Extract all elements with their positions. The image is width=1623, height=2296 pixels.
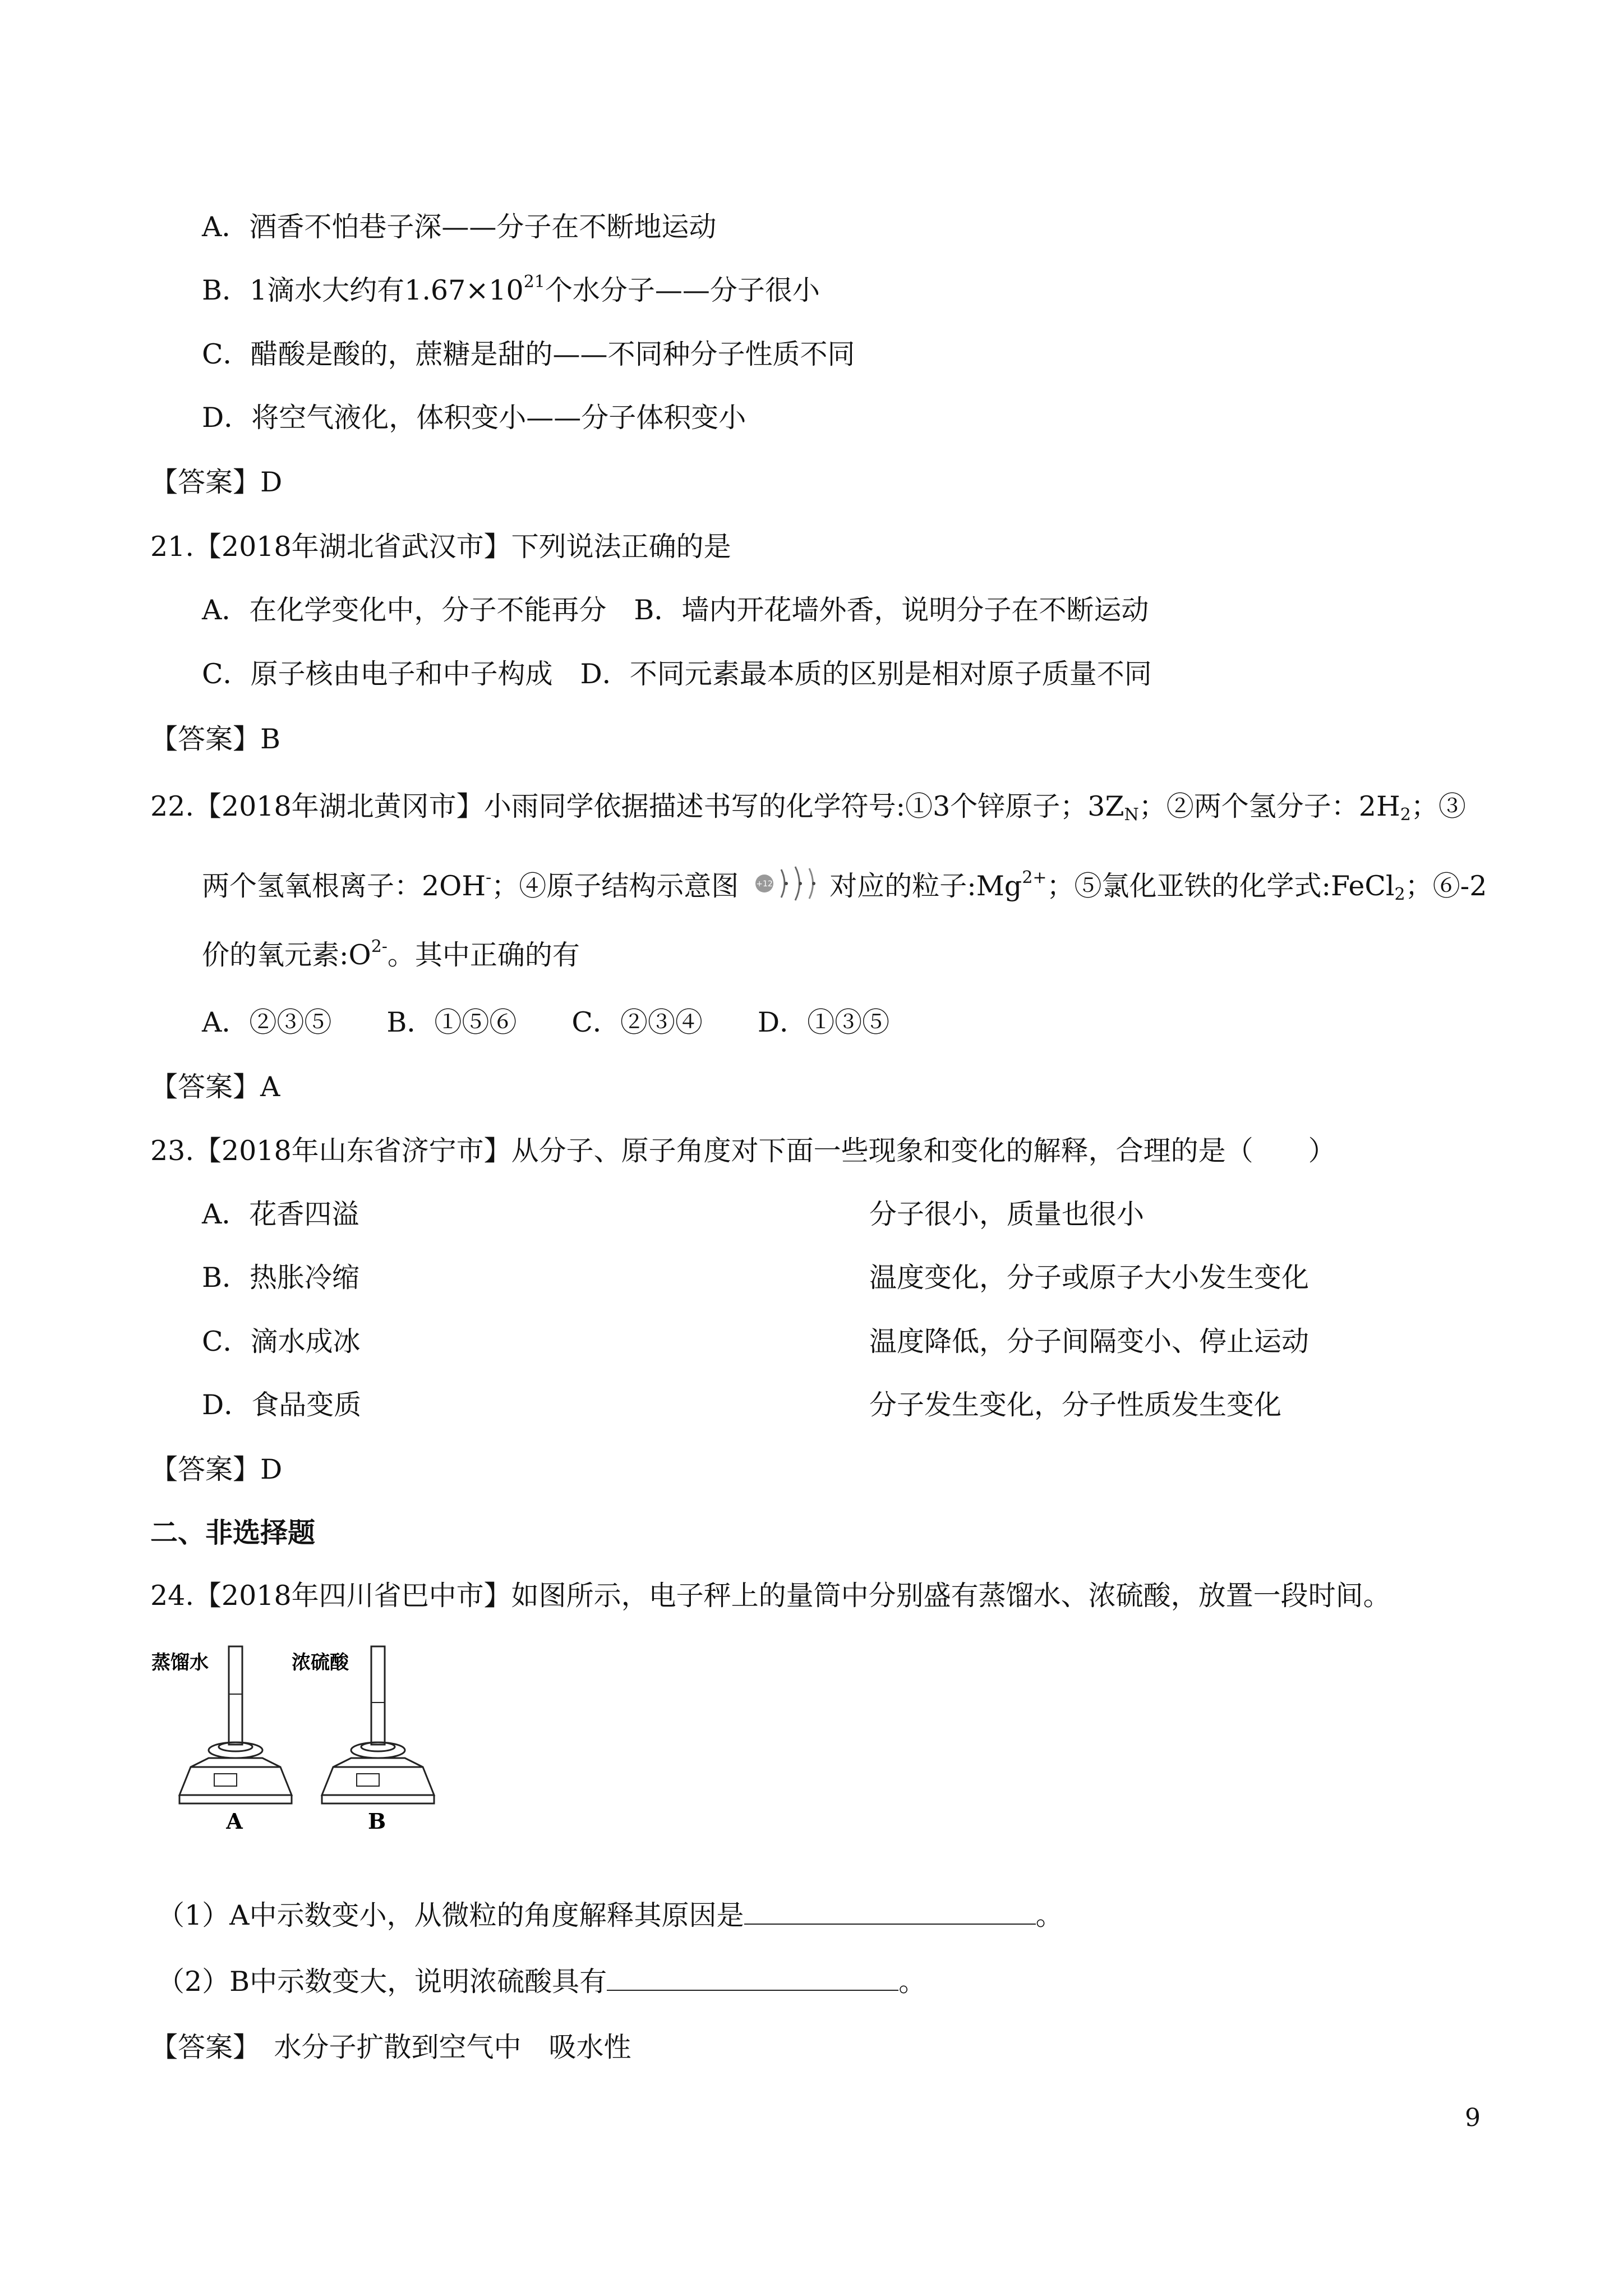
label-b-top: 浓硫酸 (292, 1651, 349, 1674)
label-a: A (226, 1809, 243, 1834)
q20-answer: 【答案】D (150, 466, 283, 498)
scale-b (292, 1646, 434, 1834)
q22-line1: 22.【2018年湖北黄冈市】小雨同学依据描述书写的化学符号:①3个锌原子；$3Z_N$；②两个氢分子：$2H_2$；③ (150, 790, 1466, 825)
scale-a (151, 1646, 292, 1834)
svg-text:+12: +12 (756, 880, 773, 889)
q24-answer: 【答案】 水分子扩散到空气中 吸水性 (150, 2031, 631, 2063)
q22-line2: 两个氢氧根离子：2OH-；④原子结构示意图 +12 对应的粒子$:Mg^{2+}$；⑤氯化亚铁的化学式:FeCl$_2$；⑥-2 (202, 864, 1487, 903)
q24-part2: （2）B中示数变大，说明浓硫酸具有 。 (157, 1966, 926, 1998)
q22-line3: 价的氧元素$:O^{2-}$。其中正确的有 (202, 937, 580, 971)
label-a-top: 蒸馏水 (151, 1651, 209, 1674)
q24-stem: 24.【2018年四川省巴中市】如图所示，电子秤上的量筒中分别盛有蒸馏水、浓硫酸，放置一段时间。 (150, 1580, 1391, 1612)
q21-stem: 21.【2018年湖北省武汉市】下列说法正确的是 (150, 531, 731, 563)
q24-part1: （1）A中示数变小，从微粒的角度解释其原因是 。 (157, 1899, 1063, 1931)
section-heading: 二、非选择题 (150, 1516, 316, 1549)
q20-option-c: C．醋酸是酸的，蔗糖是甜的——不同种分子性质不同 (202, 338, 855, 370)
q23-stem: 23.【2018年山东省济宁市】从分子、原子角度对下面一些现象和变化的解释，合理的是（ ） (150, 1135, 1336, 1167)
q22-options: A．②③⑤ B．①⑤⑥ C．②③④ D．①③⑤ (202, 1006, 890, 1038)
page-number: 9 (1465, 2104, 1481, 2132)
atom-structure-diagram-icon (742, 864, 826, 903)
answer-blank-2[interactable] (607, 1967, 898, 1991)
q20-option-d: D．将空气液化，体积变小——分子体积变小 (202, 402, 746, 434)
q23-row: B．热胀冷缩 温度变化，分子或原子大小发生变化 (202, 1262, 1310, 1294)
q22-answer: 【答案】A (150, 1071, 280, 1103)
q21-answer: 【答案】B (150, 723, 281, 755)
q20-option-a: A．酒香不怕巷子深——分子在不断地运动 (202, 211, 717, 243)
electronic-scale-figure (151, 1644, 465, 1834)
q20-option-b: B．1滴水大约有$1.67\times 10^{21}$个水分子——分子很小 (202, 272, 820, 306)
q21-options-row2: C．原子核由电子和中子构成 D．不同元素最本质的区别是相对原子质量不同 (202, 658, 1152, 690)
q23-row: D．食品变质 分子发生变化，分子性质发生变化 (202, 1389, 1282, 1421)
q23-row: C．滴水成冰 温度降低，分子间隔变小、停止运动 (202, 1326, 1310, 1358)
q21-options-row1: A．在化学变化中，分子不能再分 B．墙内开花墙外香，说明分子在不断运动 (202, 594, 1149, 626)
label-b: B (367, 1809, 386, 1834)
q23-row: A．花香四溢 分子很小，质量也很小 (202, 1198, 1145, 1230)
answer-blank-1[interactable] (744, 1901, 1036, 1925)
q23-answer: 【答案】D (150, 1453, 283, 1485)
